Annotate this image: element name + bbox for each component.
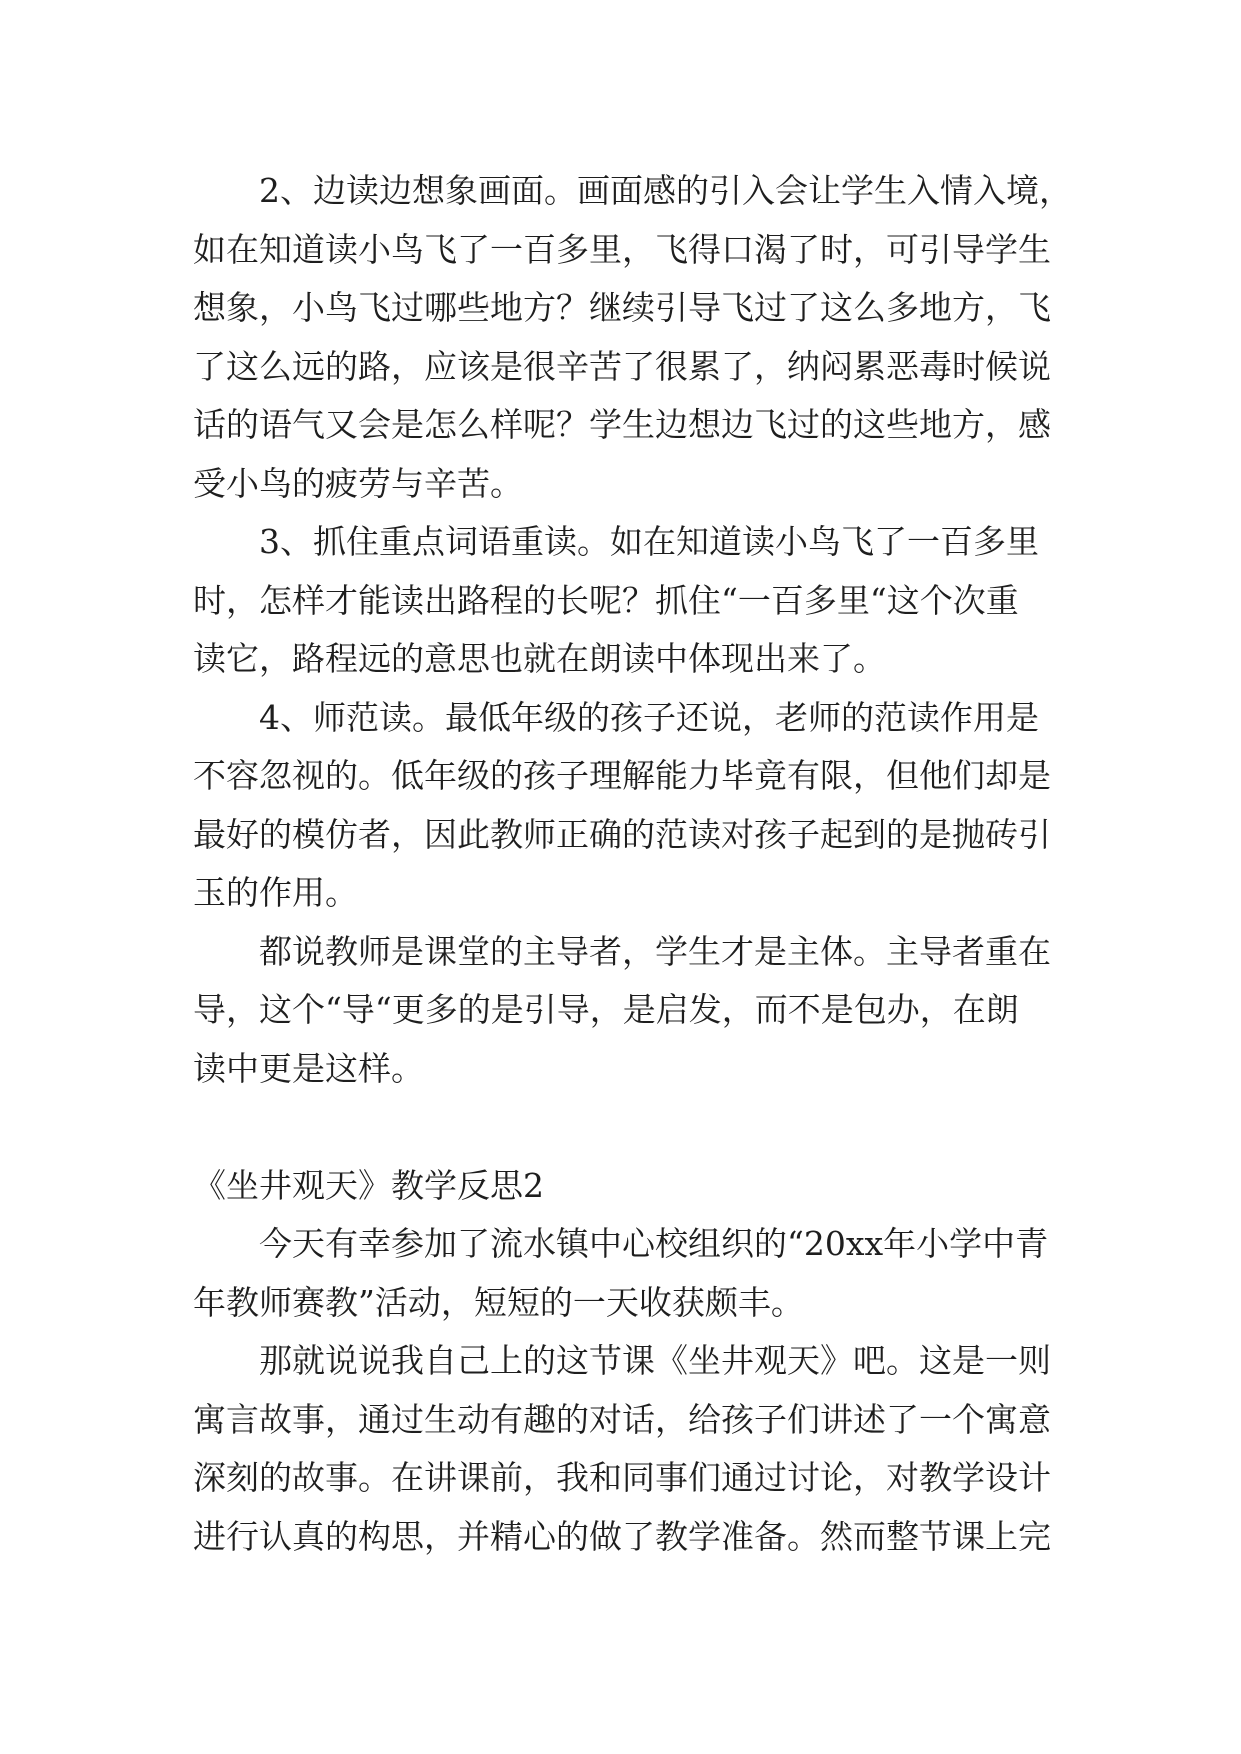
paragraph — [193, 513, 1073, 689]
text-line: 都说教师是课堂的主导者，学生才是主体。主导者重在 — [259, 931, 1051, 971]
text-line: 了这么远的路，应该是很辛苦了很累了，纳闷累恶毒时候说 — [193, 346, 1051, 386]
text-line: 最好的模仿者，因此教师正确的范读对孩子起到的是抛砖引 — [193, 814, 1051, 854]
section-1 — [193, 162, 1073, 1098]
text-line: 深刻的故事。在讲课前，我和同事们通过讨论，对教学设计 — [193, 1458, 1051, 1497]
document-page — [193, 162, 1073, 1566]
text-line: 那就说说我自己上的这节课《坐井观天》吧。这是一则 — [259, 1341, 1051, 1380]
text-line: 玉的作用。 — [193, 873, 358, 912]
text-line: 读中更是这样。 — [193, 1048, 424, 1088]
section-spacer — [193, 1098, 1073, 1157]
text-line: 受小鸟的疲劳与辛苦。 — [193, 463, 523, 503]
paragraph — [193, 689, 1073, 923]
paragraph — [193, 162, 1073, 513]
text-line: 如在知道读小鸟飞了一百多里，飞得口渴了时，可引导学生 — [193, 229, 1051, 269]
text-line: 进行认真的构思，并精心的做了教学准备。然而整节课上完 — [193, 1516, 1051, 1556]
paragraph — [193, 923, 1073, 1099]
text-line: 3、抓住重点词语重读。如在知道读小鸟飞了一百多里 — [259, 522, 1039, 561]
text-line: 话的语气又会是怎么样呢？学生边想边飞过的这些地方，感 — [193, 405, 1051, 444]
text-line: 导，这个“导“更多的是引导，是启发，而不是包办，在朗 — [193, 990, 1019, 1029]
text-line: 今天有幸参加了流水镇中心校组织的“20xx年小学中青 — [259, 1224, 1049, 1263]
section-2 — [193, 1157, 1073, 1567]
text-line: 寓言故事，通过生动有趣的对话，给孩子们讲述了一个寓意 — [193, 1399, 1051, 1439]
text-line: 2、边读边想象画面。画面感的引入会让学生入情入境， — [259, 171, 1072, 210]
text-line: 时，怎样才能读出路程的长呢？抓住“一百多里“这个次重 — [193, 580, 1019, 620]
text-line: 读它，路程远的意思也就在朗读中体现出来了。 — [193, 639, 886, 678]
text-line: 4、师范读。最低年级的孩子还说，老师的范读作用是 — [259, 697, 1039, 737]
text-line: 不容忽视的。低年级的孩子理解能力毕竟有限，但他们却是 — [193, 756, 1051, 795]
paragraph — [193, 1215, 1073, 1332]
section-title: 《坐井观天》教学反思2 — [193, 1165, 544, 1205]
text-line: 年教师赛教”活动，短短的一天收获颇丰。 — [193, 1282, 804, 1322]
paragraph — [193, 1332, 1073, 1566]
text-line: 想象，小鸟飞过哪些地方？继续引导飞过了这么多地方，飞 — [193, 288, 1051, 327]
